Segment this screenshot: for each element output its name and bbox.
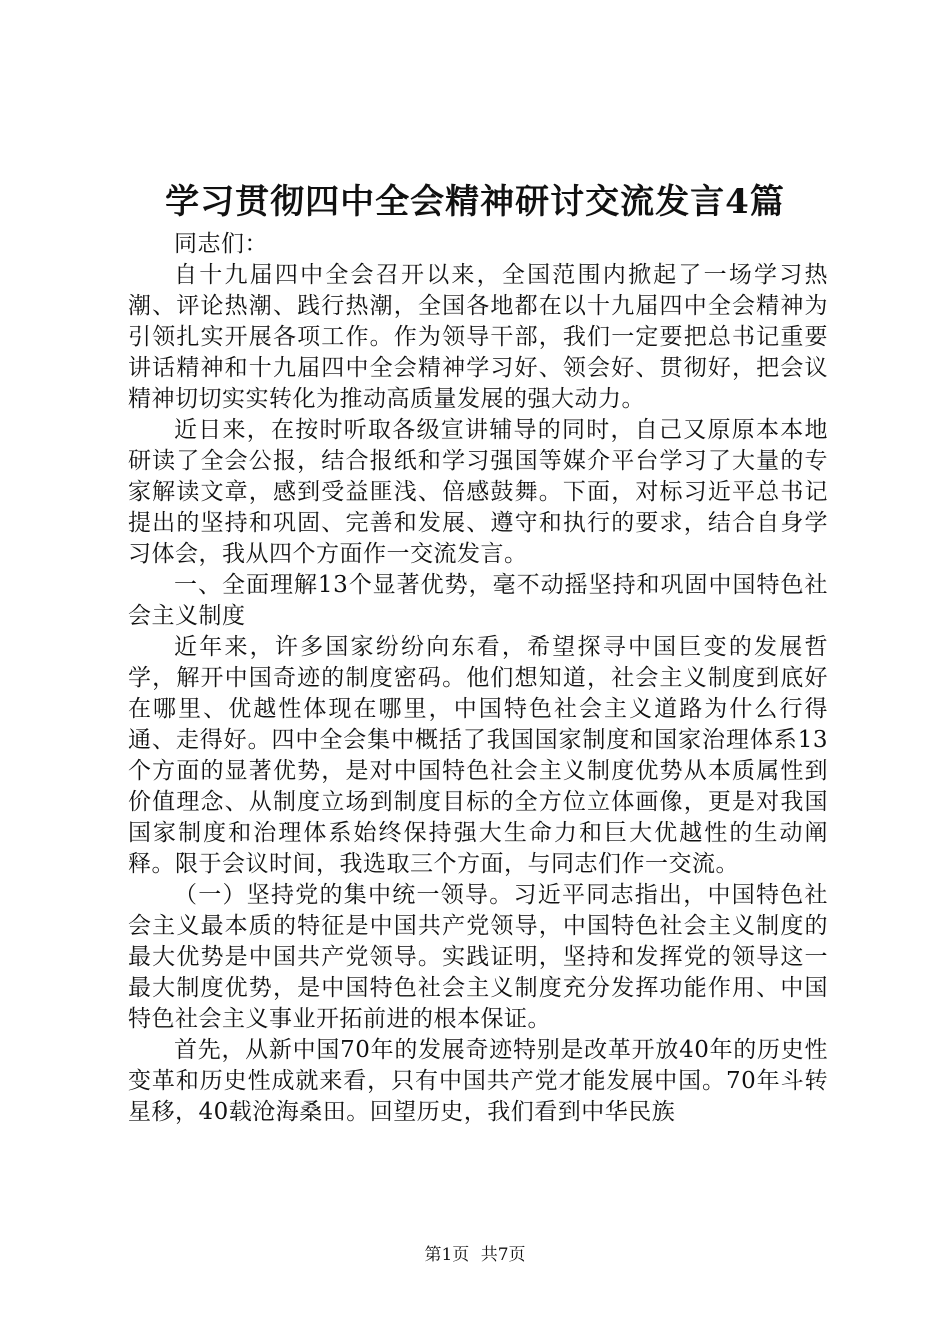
subsection-heading: （一）坚持党的集中统一领导。习近平同志指出，中国特色社会主义最本质的特征是中国共产党领导，中国特色社会主义制度的最大优势是中国共产党领导。实践证明，坚持和发挥党的领导这一最大制度优势，是中国特色社会主义制度充分发挥功能作用、中国特色社会主义事业开拓前进的根本保证。	[128, 882, 828, 1032]
paragraph-greeting: 同志们：	[174, 231, 268, 257]
paragraph: 近日来，在按时听取各级宣讲辅导的同时，自己又原原本本地研读了全会公报，结合报纸和学习强国等媒介平台学习了大量的专家解读文章，感到受益匪浅、倍感鼓舞。下面，对标习近平总书记提出的坚持和巩固、完善和发展、遵守和执行的要求，结合自身学习体会，我从四个方面作一交流发言。	[128, 417, 828, 567]
paragraph: 近年来，许多国家纷纷向东看，希望探寻中国巨变的发展哲学，解开中国奇迹的制度密码。他们想知道，社会主义制度到底好在哪里、优越性体现在哪里，中国特色社会主义道路为什么行得通、走得好。四中全会集中概括了我国国家制度和国家治理体系13个方面的显著优势，是对中国特色社会主义制度优势从本质属性到价值理念、从制度立场到制度目标的全方位立体画像，更是对我国国家制度和治理体系始终保持强大生命力和巨大优越性的生动阐释。限于会议时间，我选取三个方面，与同志们作一交流。	[128, 634, 828, 877]
document-title: 学习贯彻四中全会精神研讨交流发言4篇	[165, 182, 785, 222]
paragraph: 首先，从新中国70年的发展奇迹特别是改革开放40年的历史性变革和历史性成就来看，只有中国共产党才能发展中国。70年斗转星移，40载沧海桑田。回望历史，我们看到中华民族	[128, 1037, 828, 1125]
page-total: 共7页	[480, 1245, 526, 1265]
paragraph: 自十九届四中全会召开以来，全国范围内掀起了一场学习热潮、评论热潮、践行热潮，全国各地都在以十九届四中全会精神为引领扎实开展各项工作。作为领导干部，我们一定要把总书记重要讲话精神和十九届四中全会精神学习好、领会好、贯彻好，把会议精神切切实实转化为推动高质量发展的强大动力。	[128, 262, 828, 412]
page-footer	[0, 1244, 950, 1266]
document-body	[128, 229, 828, 1128]
section-heading: 一、全面理解13个显著优势，毫不动摇坚持和巩固中国特色社会主义制度	[128, 572, 828, 629]
page-number: 第1页	[424, 1245, 470, 1265]
